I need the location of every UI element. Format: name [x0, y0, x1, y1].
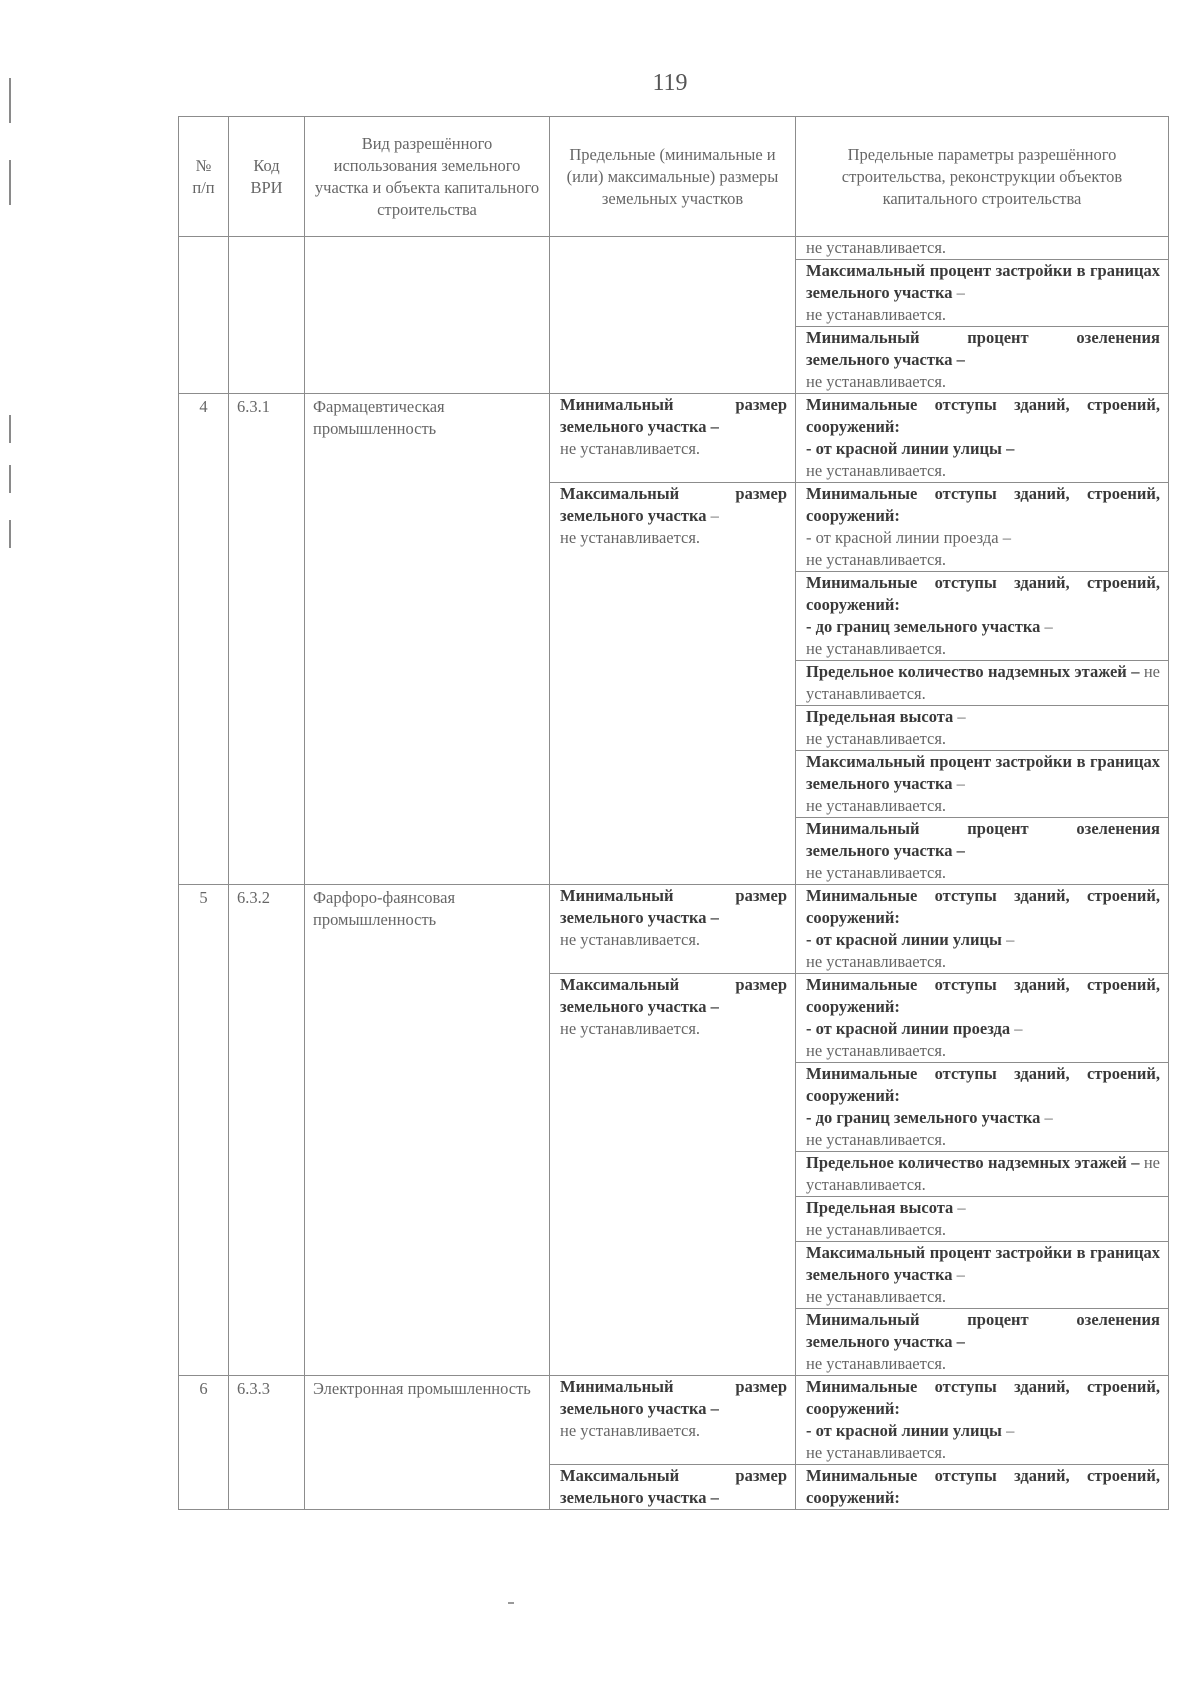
param-label: Минимальные отступы зданий, строений, сооружений:: [806, 1377, 1160, 1418]
row-code: 6.3.1: [229, 394, 305, 885]
param-cell: Минимальные отступы зданий, строений, сооружений: - от красной линии улицы – не устанавливается.: [796, 394, 1169, 483]
plot-label: Максимальный размер земельного участка: [560, 484, 787, 525]
param-cell: [796, 237, 1169, 260]
scan-margin-mark: [9, 465, 11, 493]
param-cell: Максимальный процент застройки в границах земельного участка – не устанавливается.: [796, 260, 1169, 327]
param-sub: - от красной линии улицы: [806, 1421, 1002, 1440]
regulations-table: [178, 116, 1169, 1510]
param-cell: Минимальные отступы зданий, строений, сооружений: - до границ земельного участка – не устанавливается.: [796, 572, 1169, 661]
param-value: не устанавливается.: [806, 461, 947, 480]
param-value: не устанавливается.: [806, 372, 947, 391]
plot-value: не устанавливается.: [560, 1421, 701, 1440]
plot-max-cell: Максимальный размер земельного участка – не устанавливается.: [550, 974, 796, 1376]
param-sub: - от красной линии улицы: [806, 439, 1002, 458]
param-label: Минимальные отступы зданий, строений, сооружений:: [806, 573, 1160, 614]
plot-value: не устанавливается.: [560, 439, 701, 458]
cont-plot-cell: [550, 237, 796, 394]
param-cell: Предельное количество надземных этажей – не устанавливается.: [796, 661, 1169, 706]
param-label: Максимальный процент застройки в границах земельного участка: [806, 752, 1160, 793]
param-cell: Минимальные отступы зданий, строений, сооружений: - от красной линии проезда – не устанавливается.: [796, 483, 1169, 572]
param-sub: - от красной линии проезда: [806, 1019, 1011, 1038]
row-use-name: Фарфоро-фаянсовая промышленность: [305, 885, 550, 1376]
param-label: Предельная высота: [806, 1198, 954, 1217]
plot-min-cell: Минимальный размер земельного участка – не устанавливается.: [550, 885, 796, 974]
param-cell: Минимальные отступы зданий, строений, сооружений: - от красной линии проезда – не устанавливается.: [796, 974, 1169, 1063]
param-value: не устанавливается.: [806, 662, 1160, 703]
param-label: Максимальный процент застройки в границах земельного участка: [806, 261, 1160, 302]
plot-label: Минимальный размер земельного участка: [560, 1377, 787, 1418]
param-cell: Предельное количество надземных этажей – не устанавливается.: [796, 1152, 1169, 1197]
table-header-row: [179, 117, 1169, 237]
plot-min-cell: Минимальный размер земельного участка – не устанавливается.: [550, 394, 796, 483]
param-label: Минимальный процент озеленения земельного участка: [806, 328, 1160, 369]
row-num: 5: [179, 885, 229, 1376]
param-value: не устанавливается.: [806, 639, 947, 658]
param-label: Минимальные отступы зданий, строений, сооружений:: [806, 395, 1160, 436]
param-value: не устанавливается.: [806, 550, 947, 569]
scan-artifact: [508, 1602, 514, 1604]
table-row: [179, 885, 1169, 974]
param-cell: Максимальный процент застройки в границах земельного участка – не устанавливается.: [796, 1242, 1169, 1309]
row-code: 6.3.2: [229, 885, 305, 1376]
param-sub: - до границ земельного участка: [806, 617, 1041, 636]
param-label: Минимальные отступы зданий, строений, сооружений:: [806, 1064, 1160, 1105]
row-use-name: Электронная промышленность: [305, 1376, 550, 1510]
cont-code-cell: [229, 237, 305, 394]
param-label: Предельное количество надземных этажей: [806, 662, 1127, 681]
param-value: не устанавливается.: [806, 1153, 1160, 1194]
param-cell: Предельная высота – не устанавливается.: [796, 1197, 1169, 1242]
header-plot-size: Предельные (минимальные и (или) максимальные) размеры земельных участков: [550, 117, 796, 237]
row-code: 6.3.3: [229, 1376, 305, 1510]
page-number: 119: [652, 70, 688, 96]
header-num: № п/п: [179, 117, 229, 237]
param-label: Предельное количество надземных этажей: [806, 1153, 1127, 1172]
param-value: не устанавливается.: [806, 238, 947, 257]
param-label: Минимальный процент озеленения земельного участка: [806, 1310, 1160, 1351]
row-num: 4: [179, 394, 229, 885]
param-label: Минимальные отступы зданий, строений, сооружений:: [806, 886, 1160, 927]
plot-label: Максимальный размер земельного участка: [560, 1466, 787, 1507]
param-cell: Предельная высота – не устанавливается.: [796, 706, 1169, 751]
scan-margin-mark: [9, 520, 11, 548]
plot-label: Минимальный размер земельного участка: [560, 395, 787, 436]
param-value: не устанавливается.: [806, 952, 947, 971]
param-sub: - от красной линии улицы: [806, 930, 1002, 949]
table-row: [179, 394, 1169, 483]
plot-label: Максимальный размер земельного участка: [560, 975, 787, 1016]
param-cell: [796, 1465, 1169, 1510]
header-code: Код ВРИ: [229, 117, 305, 237]
plot-value: не устанавливается.: [560, 930, 701, 949]
param-value: не устанавливается.: [806, 1443, 947, 1462]
param-value: не устанавливается.: [806, 1354, 947, 1373]
plot-max-cell: Максимальный размер земельного участка – не устанавливается.: [550, 483, 796, 885]
param-sub: - от красной линии проезда: [806, 528, 999, 547]
param-value: не устанавливается.: [806, 863, 947, 882]
param-value: не устанавливается.: [806, 1287, 947, 1306]
param-value: не устанавливается.: [806, 1220, 947, 1239]
param-cell: Минимальные отступы зданий, строений, сооружений: - до границ земельного участка – не устанавливается.: [796, 1063, 1169, 1152]
plot-min-cell: Минимальный размер земельного участка – не устанавливается.: [550, 1376, 796, 1465]
plot-value: не устанавливается.: [560, 528, 701, 547]
param-value: не устанавливается.: [806, 305, 947, 324]
param-label: Минимальные отступы зданий, строений, сооружений:: [806, 1466, 1160, 1507]
param-cell: Минимальный процент озеленения земельного участка – не устанавливается.: [796, 1309, 1169, 1376]
scan-margin-mark: [9, 160, 11, 205]
header-use: Вид разрешённого использования земельного участка и объекта капитального строительства: [305, 117, 550, 237]
param-cell: Минимальный процент озеленения земельного участка – не устанавливается.: [796, 818, 1169, 885]
cont-num-cell: [179, 237, 229, 394]
param-cell: Минимальные отступы зданий, строений, сооружений: - от красной линии улицы – не устанавливается.: [796, 885, 1169, 974]
param-value: не устанавливается.: [806, 1130, 947, 1149]
param-label: Минимальный процент озеленения земельного участка: [806, 819, 1160, 860]
param-cell: Максимальный процент застройки в границах земельного участка – не устанавливается.: [796, 751, 1169, 818]
row-num: 6: [179, 1376, 229, 1510]
param-label: Максимальный процент застройки в границах земельного участка: [806, 1243, 1160, 1284]
plot-label: Минимальный размер земельного участка: [560, 886, 787, 927]
param-label: Предельная высота: [806, 707, 954, 726]
param-sub: - до границ земельного участка: [806, 1108, 1041, 1127]
param-label: Минимальные отступы зданий, строений, сооружений:: [806, 975, 1160, 1016]
cont-name-cell: [305, 237, 550, 394]
param-value: не устанавливается.: [806, 1041, 947, 1060]
header-params: Предельные параметры разрешённого строительства, реконструкции объектов капитального строительства: [796, 117, 1169, 237]
scan-margin-mark: [9, 415, 11, 443]
param-value: не устанавливается.: [806, 729, 947, 748]
table-row: [179, 1376, 1169, 1465]
param-cell: Минимальный процент озеленения земельного участка – не устанавливается.: [796, 327, 1169, 394]
table-row: [179, 237, 1169, 260]
param-label: Минимальные отступы зданий, строений, сооружений:: [806, 484, 1160, 525]
param-cell: Минимальные отступы зданий, строений, сооружений: - от красной линии улицы – не устанавливается.: [796, 1376, 1169, 1465]
plot-max-cell: Максимальный размер земельного участка –: [550, 1465, 796, 1510]
plot-value: не устанавливается.: [560, 1019, 701, 1038]
row-use-name: Фармацевтическая промышленность: [305, 394, 550, 885]
param-value: не устанавливается.: [806, 796, 947, 815]
